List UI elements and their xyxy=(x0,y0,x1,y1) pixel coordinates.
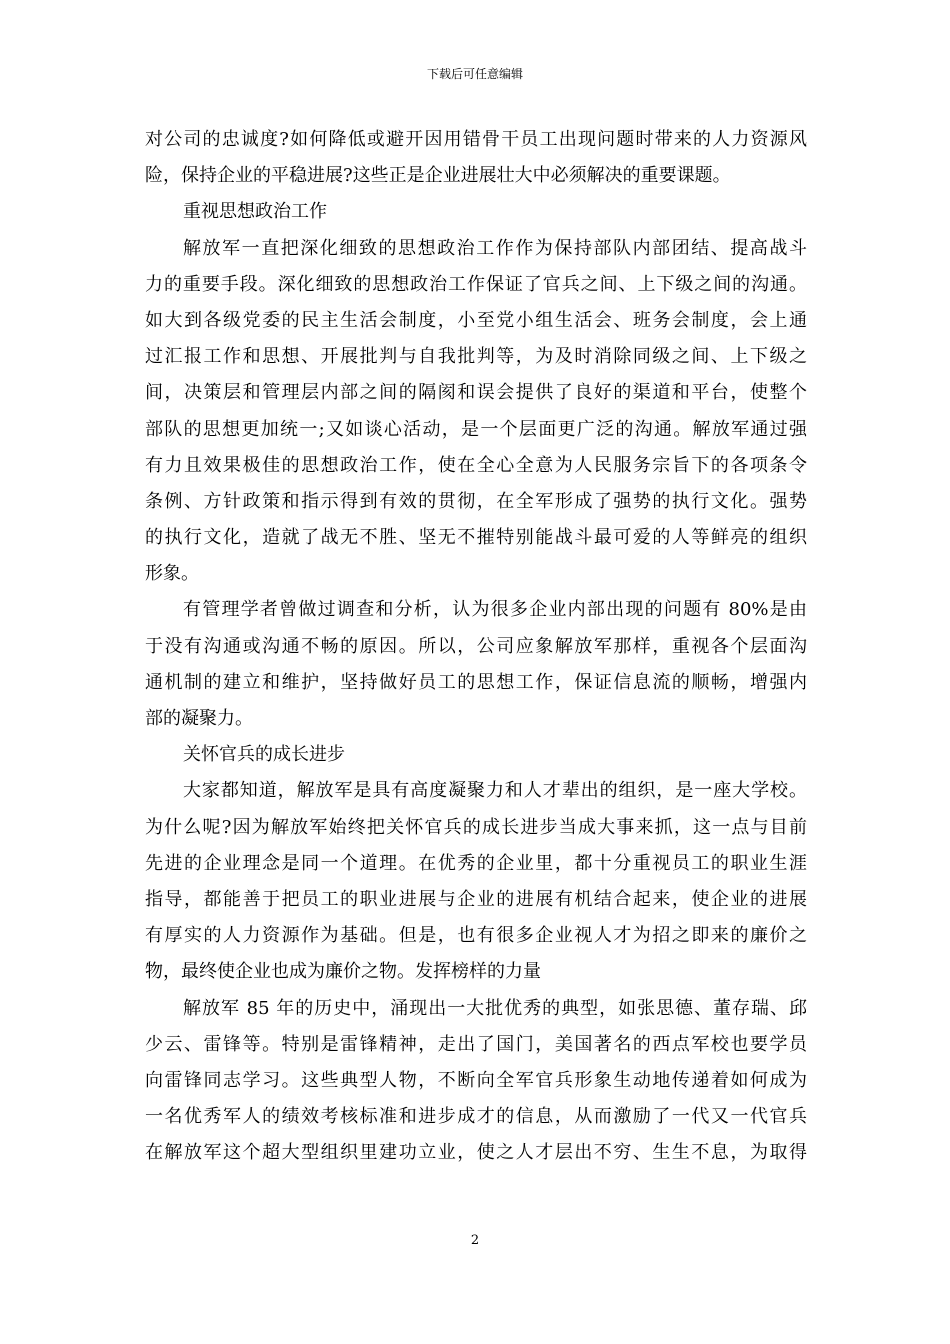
body-line: 力的重要手段。深化细致的思想政治工作保证了官兵之间、上下级之间的沟通。 xyxy=(145,273,807,295)
body-line: 间，决策层和管理层内部之间的隔阂和误会提供了良好的渠道和平台，使整个 xyxy=(145,382,807,404)
body-line: 有力且效果极佳的思想政治工作，使在全心全意为人民服务宗旨下的各项条令 xyxy=(145,454,807,476)
document-body xyxy=(145,122,807,1171)
body-line: 先进的企业理念是同一个道理。在优秀的企业里，都十分重视员工的职业生涯 xyxy=(145,852,807,874)
body-line: 有管理学者曾做过调查和分析，认为很多企业内部出现的问题有 80%是由 xyxy=(183,599,807,621)
body-line: 解放军 85 年的历史中，涌现出一大批优秀的典型，如张思德、董存瑞、邱 xyxy=(183,997,807,1019)
section-heading: 关怀官兵的成长进步 xyxy=(183,744,345,766)
body-line: 部队的思想更加统一;又如谈心活动，是一个层面更广泛的沟通。解放军通过强 xyxy=(145,418,807,440)
body-line: 一名优秀军人的绩效考核标准和进步成才的信息，从而激励了一代又一代官兵 xyxy=(145,1106,807,1128)
body-line: 物，最终使企业也成为廉价之物。发挥榜样的力量 xyxy=(145,961,541,983)
body-line: 向雷锋同志学习。这些典型人物，不断向全军官兵形象生动地传递着如何成为 xyxy=(145,1069,807,1091)
body-line: 于没有沟通或沟通不畅的原因。所以，公司应象解放军那样，重视各个层面沟 xyxy=(145,635,807,657)
body-line: 对公司的忠诚度?如何降低或避开因用错骨干员工出现问题时带来的人力资源风 xyxy=(145,129,807,150)
body-line: 形象。 xyxy=(145,563,199,585)
body-line: 在解放军这个超大型组织里建功立业，使之人才层出不穷、生生不息，为取得 xyxy=(145,1142,807,1164)
body-line: 险，保持企业的平稳进展?这些正是企业进展壮大中必须解决的重要课题。 xyxy=(145,165,731,187)
body-line: 通机制的建立和维护，坚持做好员工的思想工作，保证信息流的顺畅，增强内 xyxy=(145,671,807,693)
body-line: 过汇报工作和思想、开展批判与自我批判等，为及时消除同级之间、上下级之 xyxy=(145,346,807,368)
body-line: 为什么呢?因为解放军始终把关怀官兵的成长进步当成大事来抓，这一点与目前 xyxy=(145,816,807,838)
body-line: 部的凝聚力。 xyxy=(145,708,253,729)
body-line: 少云、雷锋等。特别是雷锋精神，走出了国门，美国著名的西点军校也要学员 xyxy=(145,1033,807,1055)
body-line: 有厚实的人力资源作为基础。但是，也有很多企业视人才为招之即来的廉价之 xyxy=(145,925,807,947)
body-line: 条例、方针政策和指示得到有效的贯彻，在全军形成了强势的执行文化。强势 xyxy=(145,490,807,512)
section-heading: 重视思想政治工作 xyxy=(183,201,327,223)
body-line: 解放军一直把深化细致的思想政治工作作为保持部队内部团结、提高战斗 xyxy=(183,237,807,259)
body-line: 大家都知道，解放军是具有高度凝聚力和人才辈出的组织，是一座大学校。 xyxy=(183,780,807,802)
body-line: 指导，都能善于把员工的职业进展与企业的进展有机结合起来，使企业的进展 xyxy=(145,888,807,910)
page-header: 下载后可任意编辑 xyxy=(426,67,523,81)
body-line: 的执行文化，造就了战无不胜、坚无不摧特别能战斗最可爱的人等鲜亮的组织 xyxy=(145,527,807,549)
page-number: 2 xyxy=(470,1233,480,1248)
body-line: 如大到各级党委的民主生活会制度，小至党小组生活会、班务会制度，会上通 xyxy=(145,309,807,331)
